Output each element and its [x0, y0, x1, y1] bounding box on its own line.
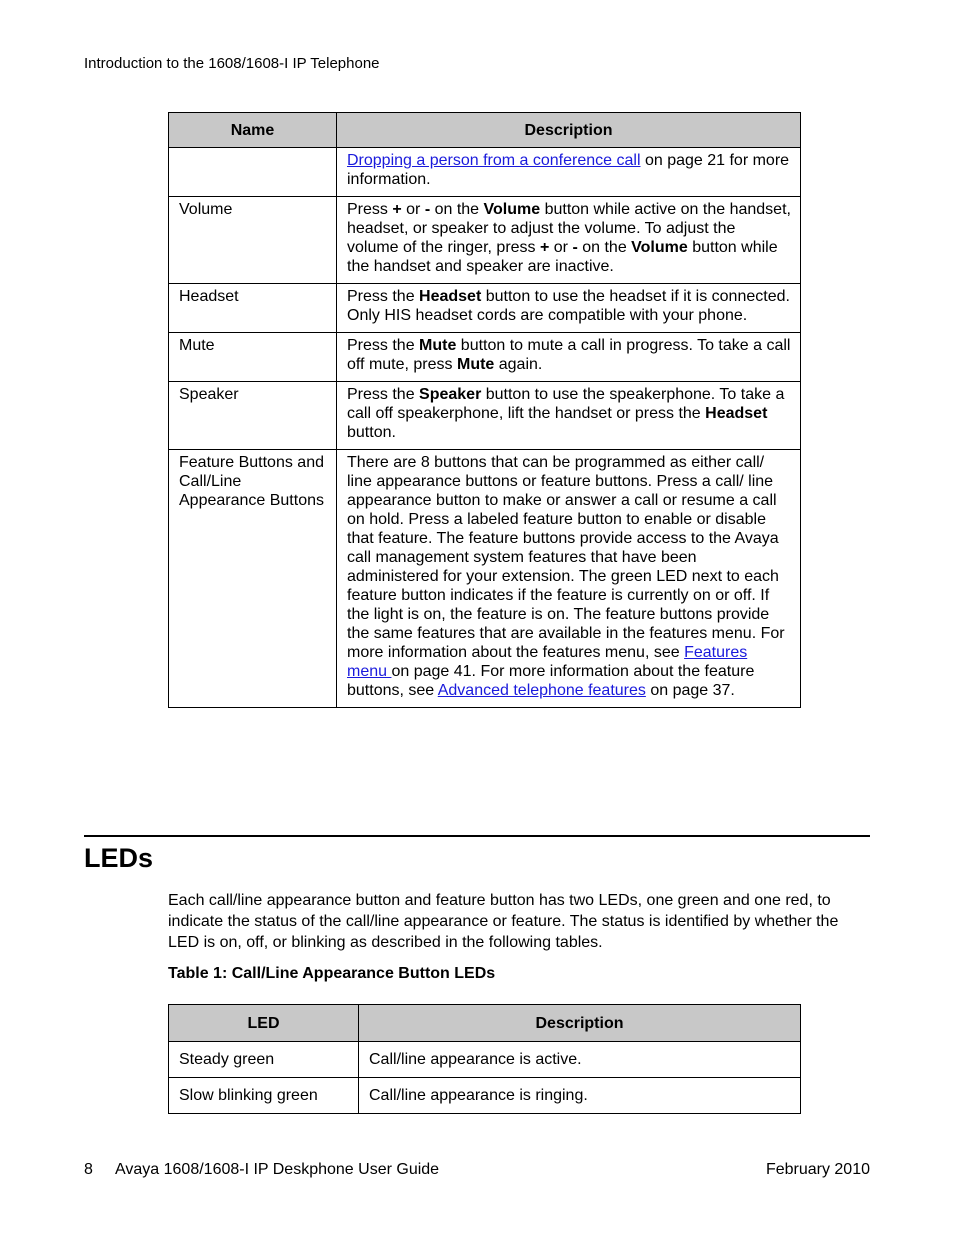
led-cell: Slow blinking green — [169, 1078, 359, 1114]
description-cell: There are 8 buttons that can be programmed as either call/ line appearance buttons or feature buttons. Press a call/ line appearance button to make or answer a call or resume a call on hold. Press a labeled feature button to enable or disable that feature. The feature buttons provide access to the Avaya call management system features that have been administered for your extension. The green LED next to each feature button indicates if the feature is currently on or off. If the light is on, the feature is on. The feature buttons provide the same features that are available in the features menu. For more information about the features menu, see Features menu on page 41. For more information about the feature buttons, see Advanced telephone features on page 37. — [337, 450, 801, 708]
table-row — [169, 284, 801, 333]
column-header-led: LED — [169, 1005, 359, 1042]
description-cell: Call/line appearance is active. — [359, 1042, 801, 1078]
table-header-row — [169, 1005, 801, 1042]
column-header-description: Description — [359, 1005, 801, 1042]
table-row — [169, 382, 801, 450]
led-cell: Steady green — [169, 1042, 359, 1078]
features-menu-link[interactable]: Features menu — [347, 644, 748, 680]
publication-date: February 2010 — [765, 1161, 870, 1178]
name-cell: Mute — [169, 333, 337, 382]
table-row — [169, 148, 801, 197]
description-cell: Press the Speaker button to use the speakerphone. To take a call off speakerphone, lift the handset or press the Headset button. — [337, 382, 801, 450]
advanced-features-link[interactable]: Advanced telephone features — [437, 682, 646, 699]
section-divider — [84, 835, 870, 837]
description-cell: Call/line appearance is ringing. — [359, 1078, 801, 1114]
running-header: Introduction to the 1608/1608-I IP Telephone — [84, 55, 380, 72]
table-row — [169, 450, 801, 708]
button-description-table — [168, 112, 801, 708]
document-title: Avaya 1608/1608-I IP Deskphone User Guide — [115, 1161, 440, 1178]
led-table — [168, 1004, 801, 1114]
description-cell: Press the Headset button to use the headset if it is connected. Only HIS headset cords are compatible with your phone. — [337, 284, 801, 333]
table-header-row — [169, 113, 801, 148]
description-cell — [337, 148, 801, 197]
page-number: 8 — [84, 1161, 93, 1178]
description-cell: Press the Mute button to mute a call in progress. To take a call off mute, press Mute again. — [337, 333, 801, 382]
table-row — [169, 1042, 801, 1078]
name-cell — [169, 148, 337, 197]
section-heading: LEDs — [84, 843, 154, 873]
dropping-person-link[interactable]: Dropping a person from a conference call — [347, 152, 641, 169]
table-row — [169, 333, 801, 382]
column-header-description: Description — [337, 113, 801, 148]
description-cell: Press + or - on the Volume button while active on the handset, headset, or speaker to adjust the volume. To adjust the volume of the ringer, press + or - on the Volume button while the handset and speaker are inactive. — [337, 197, 801, 284]
table-row — [169, 197, 801, 284]
description-text: on page 21 for more information. — [347, 152, 790, 188]
table-row — [169, 1078, 801, 1114]
table-caption: Table 1: Call/Line Appearance Button LEDs — [168, 965, 496, 982]
name-cell: Headset — [169, 284, 337, 333]
intro-paragraph: Each call/line appearance button and feature button has two LEDs, one green and one red, to indicate the status of the call/line appearance or feature. The status is identified by whether the LED is on, off, or blinking as described in the following tables. — [168, 892, 839, 951]
name-cell: Speaker — [169, 382, 337, 450]
name-cell: Feature Buttons and Call/Line Appearance Buttons — [169, 450, 337, 708]
name-cell: Volume — [169, 197, 337, 284]
column-header-name: Name — [169, 113, 337, 148]
